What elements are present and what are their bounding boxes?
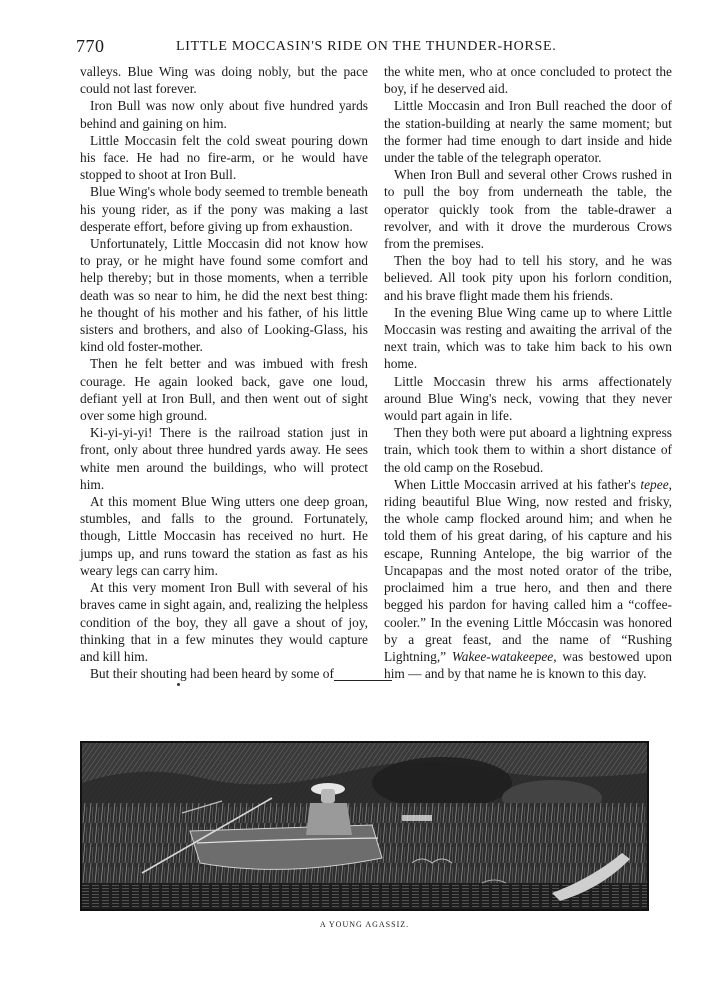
paragraph: valleys. Blue Wing was doing nobly, but the pace could not last forever. [80, 64, 368, 97]
paragraph: the white men, who at once concluded to protect the boy, if he deserved aid. [384, 64, 672, 97]
boy-head [321, 789, 335, 803]
paragraph: Ki-yi-yi-yi! There is the railroad station just in front, only about three hundred yards away. He sees white men around the buildings, who will protect him. [80, 425, 368, 492]
paragraph: When Iron Bull and several other Crows rushed in to pull the boy from underneath the table, the operator quickly took from the table-drawer a revolver, and with it drove the murderous Crows from the premises. [384, 167, 672, 252]
paragraph: Then they both were put aboard a lightning express train, which took them to within a short distance of the old camp on the Rosebud. [384, 425, 672, 475]
paragraph: At this moment Blue Wing utters one deep groan, stumbles, and falls to the ground. Fortunately, though, Little Moccasin has received no hurt. He jumps up, and runs toward the station as fast as his weary legs can carry him. [80, 494, 368, 578]
paragraph: Little Moccasin and Iron Bull reached the door of the station-building at nearly the same moment; but the former had time enough to dart inside and hide under the table of the telegraph operator. [384, 98, 672, 166]
engraving-drawing [82, 743, 647, 909]
italic-native-name: Wakee-watakeepee [451, 648, 554, 664]
text-run: When Little Moccasin arrived at his father's [394, 476, 641, 492]
paragraph: Iron Bull was now only about five hundred yards behind and gaining on him. [80, 98, 368, 131]
paragraph: Blue Wing's whole body seemed to tremble beneath his young rider, as if the pony was making a last desperate effort, before giving up from exhaustion. [80, 184, 368, 234]
right-column [384, 63, 672, 682]
text-run: , was bestowed upon him — and by that name he is known to this day. [384, 648, 672, 682]
paragraph: Unfortunately, Little Moccasin did not know how to pray, or he might have found some comfort and help thereby; but in those moments, when a terrible death was so near to him, he did the next best thing: he thought of his mother and his father, of his little sisters and brothers, and also of Looking-Glass, his kind old foster-mother. [80, 236, 368, 355]
text-run: , riding beautiful Blue Wing, now rested and frisky, the whole camp flocked around him; and when he told them of his great daring, of his capture and his escape, Running Antelope, the big warrior of the Uncapapas and the most noted orator of the tribe, proclaimed him a true hero, and then and there begged his pardon for having called him a “coffee-cooler.” In the evening Little Móccasin was honored by a great feast, and the name of “Rushing Lightning,” [384, 476, 672, 664]
italic-word-tepee: tepee [640, 476, 669, 492]
section-divider [334, 680, 392, 681]
illustration-caption: A YOUNG AGASSIZ. [319, 920, 410, 929]
paragraph: But their shouting had been heard by some of [90, 666, 334, 682]
closing-paragraph [384, 476, 672, 682]
paragraph: In the evening Blue Wing came up to where Little Moccasin was resting and awaiting the arrival of the next train, which was to take him back to his own home. [384, 304, 672, 372]
boat [190, 825, 382, 869]
paragraph: At this very moment Iron Bull with several of his braves came in sight again, and, realizing the helpless condition of the boy, they all gave a shout of joy, thinking that in a few minutes they would capture and kill him. [80, 580, 368, 664]
paragraph: Little Moccasin felt the cold sweat pouring down his face. He had no fire-arm, or he would have stopped to shoot at Iron Bull. [80, 132, 368, 183]
ink-speck [177, 683, 180, 686]
tree-cluster [372, 757, 512, 809]
paragraph: Then the boy had to tell his story, and he was believed. All took pity upon his forlorn condition, and his brave flight made them his friends. [384, 253, 672, 303]
boy-body [306, 803, 352, 835]
left-column [80, 63, 368, 682]
paragraph: Then he felt better and was imbued with fresh courage. He again looked back, gave one loud, defiant yell at Iron Bull, and then went out of sight over some high ground. [80, 356, 368, 424]
paragraph: Little Moccasin threw his arms affectionately around Blue Wing's neck, vowing that they never would part again in life. [384, 373, 672, 424]
page-number: 770 [76, 36, 105, 56]
header-title: LITTLE MOCCASIN'S RIDE ON THE THUNDER-HORSE. [176, 39, 557, 54]
engraving-illustration [80, 741, 649, 911]
running-head [76, 36, 635, 58]
distant-figure [402, 815, 432, 821]
